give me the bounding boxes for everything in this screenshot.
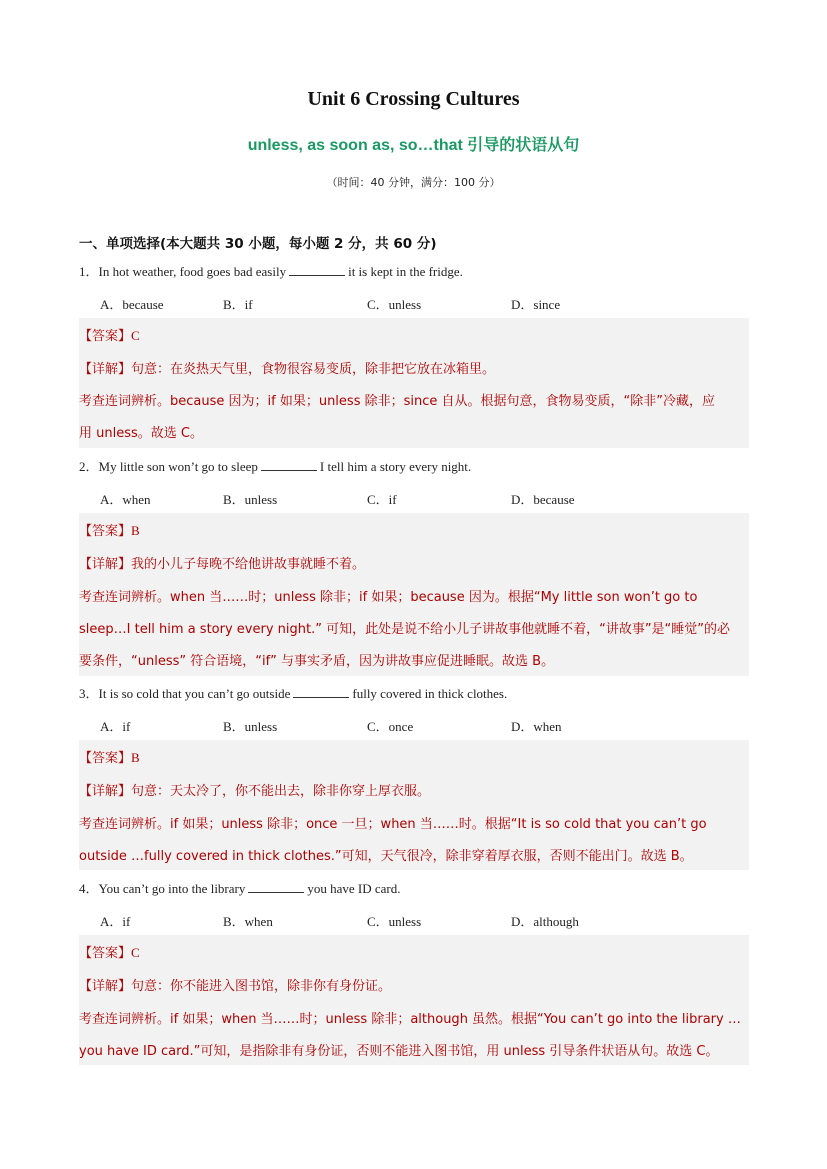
option-d: D．when	[511, 719, 562, 734]
explanation-line: outside …fully covered in thick clothes.”可知，天气很冷，除非穿着厚衣服，否则不能出门。故选 B。	[79, 849, 693, 864]
options-row	[100, 489, 720, 507]
stem-text: fully covered in thick clothes.	[352, 686, 508, 701]
answer-label: 【答案】	[79, 946, 132, 961]
detail-text: 我的小儿子每晚不给他讲故事就睡不着。	[131, 557, 366, 572]
explanation-line: 考查连词辨析。because 因为；if 如果；unless 除非；since 自从。根据句意，食物易变质，“除非”冷藏，应	[79, 394, 715, 409]
detail-label: 【详解】	[79, 784, 132, 799]
detail-label: 【详解】	[79, 557, 132, 572]
option-c: C．once	[367, 719, 414, 734]
answer-line	[79, 747, 749, 766]
option-c: C．unless	[367, 297, 422, 312]
stem-text: In hot weather, food goes bad easily	[98, 264, 287, 279]
question-stem	[79, 878, 759, 897]
detail-text: 句意：天太冷了，你不能出去，除非你穿上厚衣服。	[131, 784, 431, 799]
option-d: D．because	[511, 492, 575, 507]
answer-blank	[261, 458, 317, 471]
answer-value: B	[131, 523, 140, 538]
detail-text: 句意：在炎热天气里，食物很容易变质，除非把它放在冰箱里。	[131, 362, 496, 377]
explanation-line: 考查连词辨析。when 当……时；unless 除非；if 如果；because 因为。根据“My little son won’t go to	[79, 590, 698, 605]
detail-line	[79, 553, 749, 572]
stem-text: you have ID card.	[307, 881, 401, 896]
option-a: A．if	[100, 914, 131, 929]
option-b: B．unless	[223, 719, 278, 734]
answer-line	[79, 520, 749, 539]
options-row	[100, 294, 720, 312]
explanation-line: 考查连词辨析。if 如果；unless 除非；once 一旦；when 当……时。根据“It is so cold that you can’t go	[79, 817, 707, 832]
answer-blank	[248, 880, 304, 893]
time-info: （时间：40 分钟，满分：100 分）	[326, 176, 501, 189]
answer-line	[79, 942, 749, 961]
explanation-line: sleep…I tell him a story every night.” 可知，此处是说不给小儿子讲故事他就睡不着，“讲故事”是“睡觉”的必	[79, 622, 731, 637]
stem-text: My little son won’t go to sleep	[98, 459, 258, 474]
question-number: 4．	[79, 881, 99, 896]
stem-text: it is kept in the fridge.	[348, 264, 463, 279]
section-title: 一、单项选择(本大题共 30 小题，每小题 2 分，共 60 分)	[79, 236, 437, 252]
stem-text: I tell him a story every night.	[319, 459, 472, 474]
question-stem	[79, 456, 759, 475]
option-c: C．unless	[367, 914, 422, 929]
answer-value: C	[131, 328, 140, 343]
answer-value: B	[131, 750, 140, 765]
explanation-line: 要条件，“unless” 符合语境，“if” 与事实矛盾，因为讲故事应促进睡眠。故选 B。	[79, 654, 555, 669]
detail-label: 【详解】	[79, 362, 132, 377]
stem-text: You can’t go into the library	[98, 881, 246, 896]
option-d: D．although	[511, 914, 579, 929]
detail-line	[79, 358, 749, 377]
option-b: B．when	[223, 914, 273, 929]
option-a: A．when	[100, 492, 151, 507]
answer-value: C	[131, 945, 140, 960]
page-subtitle: unless, as soon as, so…that 引导的状语从句	[247, 137, 580, 154]
detail-line	[79, 780, 749, 799]
option-c: C．if	[367, 492, 397, 507]
stem-text: It is so cold that you can’t go outside	[98, 686, 291, 701]
question-number: 1．	[79, 264, 99, 279]
question-stem	[79, 261, 759, 280]
answer-blank	[293, 685, 349, 698]
option-b: B．if	[223, 297, 253, 312]
page-title: Unit 6 Crossing Cultures	[307, 88, 520, 110]
detail-line	[79, 975, 749, 994]
answer-label: 【答案】	[79, 524, 132, 539]
option-a: A．because	[100, 297, 164, 312]
answer-line	[79, 325, 749, 344]
explanation-line: 用 unless。故选 C。	[79, 426, 203, 441]
answer-blank	[289, 263, 345, 276]
question-number: 3．	[79, 686, 99, 701]
options-row	[100, 911, 720, 929]
explanation-line: you have ID card.”可知，是指除非有身份证，否则不能进入图书馆，用 unless 引导条件状语从句。故选 C。	[79, 1044, 719, 1059]
option-d: D．since	[511, 297, 561, 312]
option-a: A．if	[100, 719, 131, 734]
answer-label: 【答案】	[79, 751, 132, 766]
detail-text: 句意：你不能进入图书馆，除非你有身份证。	[131, 979, 392, 994]
answer-label: 【答案】	[79, 329, 132, 344]
options-row	[100, 716, 720, 734]
detail-label: 【详解】	[79, 979, 132, 994]
question-number: 2．	[79, 459, 99, 474]
question-stem	[79, 683, 759, 702]
option-b: B．unless	[223, 492, 278, 507]
explanation-line: 考查连词辨析。if 如果；when 当……时；unless 除非；although 虽然。根据“You can’t go into the library …	[79, 1012, 741, 1027]
